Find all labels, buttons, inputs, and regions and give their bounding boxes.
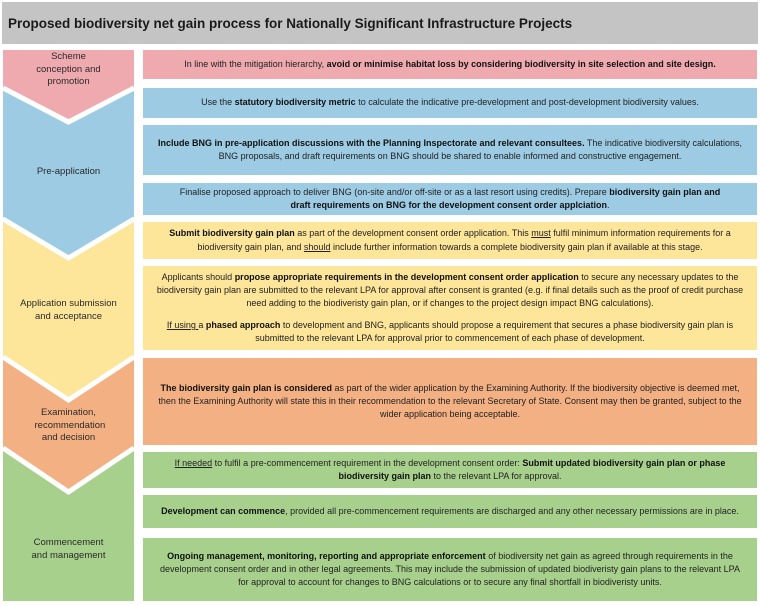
step-paragraph: If using a phased approach to development and BNG, applicants should propose a requirement that secures a phase biodiversity gain plan is submitted to the relevant LPA for approval prior to commencement of each phase of development. xyxy=(166,320,734,344)
step-box xyxy=(143,88,757,118)
stage-label-text: Scheme conception and promotion xyxy=(36,50,101,88)
stage-label-text: Pre-application xyxy=(36,165,101,177)
step-box xyxy=(143,50,757,79)
step-box xyxy=(143,538,757,601)
stage-label-scheme-conception xyxy=(3,50,134,88)
stage-label-examination xyxy=(3,405,134,447)
step-box xyxy=(143,222,757,259)
step-text: If needed to fulfil a pre-commencement requirement in the development consent order: Submit updated biodiversity gain plan or phase biodiversity gain plan to the relevant LPA for approval. xyxy=(174,457,726,481)
step-box xyxy=(143,125,757,175)
stage-label-commencement xyxy=(3,535,134,565)
step-text: Use the statutory biodiversity metric to calculate the indicative pre-development and post-development biodiversity values. xyxy=(201,97,699,108)
step-box xyxy=(143,266,757,350)
stage-label-text: Examination, recommendation and decision xyxy=(34,406,106,444)
diagram-title: Proposed biodiversity net gain process for Nationally Significant Infrastructure Projects xyxy=(2,2,758,44)
stage-label-text: Commencement and management xyxy=(31,537,106,561)
step-text: Include BNG in pre-application discussions with the Planning Inspectorate and relevant consultees. The indicative biodiversity calculations, BNG proposals, and draft requirements on BNG should be shared to enable informed and constructive engagement. xyxy=(157,137,742,161)
stage-label-text: Application submission and acceptance xyxy=(20,298,117,322)
step-text: In line with the mitigation hierarchy, avoid or minimise habitat loss by considering biodiversity in site selection and site design. xyxy=(184,58,716,69)
step-text: The biodiversity gain plan is considered as part of the wider application by the Examining Authority. If the biodiversity objective is deemed met, then the Examining Authority will state this in their recommendation to the relevant Secretary of State. Consent may then be granted, subject to the wider application being acceptable. xyxy=(158,382,742,420)
step-text: Submit biodiversity gain plan as part of the development consent order application. This must fulfil minimum information requirements for a biodiversity gain plan, and should include further information towards a complete biodiversity gain plan if available at this stage. xyxy=(169,228,731,252)
step-text: Ongoing management, monitoring, reporting and appropriate enforcement of biodiversity net gain as agreed through requirements in the development consent order and in other legal agreements. This may include the submission of updated biodiveristy gain plans to the relevant LPA for approval to account for changes to BNG calculations or to secure any final shortfall in biodiveristy units. xyxy=(159,550,740,588)
step-box xyxy=(143,183,757,215)
step-paragraph: Applicants should propose appropriate requirements in the development consent order application to secure any necessary updates to the biodiversity gain plan are submitted to the relevant LPA for approval after consent is granted (e.g. if final details such as the proof of credit purchase need adding to the biodiveristy gain plan, or if changes to the project design impact BNG calculations). xyxy=(156,271,744,308)
step-text: Finalise proposed approach to deliver BNG (on-site and/or off-site or as a last resort using credits). Prepare biodiversity gain plan and draft requirements on BNG for the development consent order applciation. xyxy=(179,186,721,210)
step-text xyxy=(153,271,747,345)
stage-label-pre-application xyxy=(3,160,134,184)
step-box xyxy=(143,452,757,488)
step-text: Development can commence, provided all pre-commencement requirements are discharged and any other necessary permissions are in place. xyxy=(161,505,739,516)
step-box xyxy=(143,358,757,445)
step-box xyxy=(143,495,757,528)
stage-label-application xyxy=(3,296,134,326)
